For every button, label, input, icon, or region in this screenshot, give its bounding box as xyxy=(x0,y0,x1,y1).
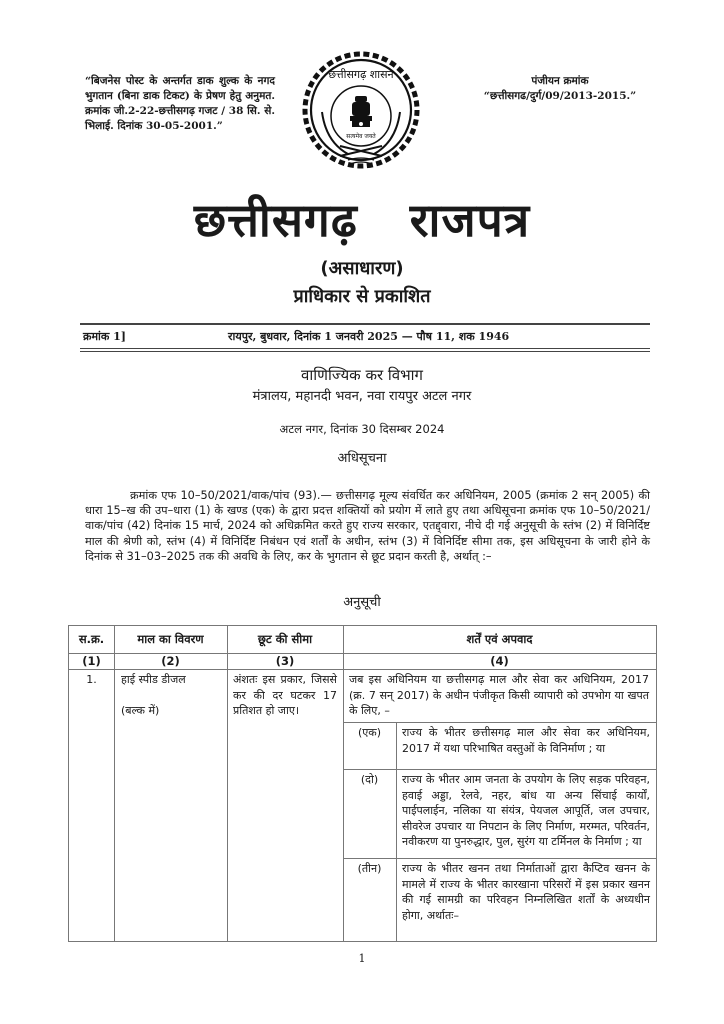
issue-date: रायपुर, बुधवार, दिनांक 1 जनवरी 2025 — पौष 11, शक 1946 xyxy=(228,330,510,343)
notification-heading: अधिसूचना xyxy=(337,451,387,466)
header-exemption: छूट की सीमा xyxy=(257,632,313,646)
row-sno: 1. xyxy=(86,673,97,686)
sub-condition-label: (दो) xyxy=(360,773,379,786)
sub-col-divider xyxy=(396,722,397,941)
sub-condition-text: राज्य के भीतर आम जनता के उपयोग के लिए सड़क परिवहन, हवाई अड्डा, रेलवे, नहर, बांध या अन्य सिंचाई कार्यों, पाईपलाईन, नलिका या संयंत्र, पेयजल आपूर्ति, जल उपचार, सीवरेज उपचार या निपटान के लिए निर्माण, मरम्मत, परिवर्तन, नवीकरण या पुनरुद्धार, पुल, सुरंग या टर्मिनल के निर्माण ; या xyxy=(402,773,650,848)
schedule-heading: अनुसूची xyxy=(343,595,381,610)
page-number: 1 xyxy=(358,952,366,965)
sub-condition-text: राज्य के भीतर खनन तथा निर्माताओं द्वारा कैप्टिव खनन के मामले में राज्य के भीतर कारखाना परिसरों में इस प्रकार खनन की गई सामग्री का परिवहन निम्नलिखित शर्तों के अध्यधीन होगा, अर्थातः– xyxy=(402,862,650,922)
col-divider xyxy=(227,626,228,941)
schedule-table xyxy=(68,625,657,942)
registration-block xyxy=(470,74,650,104)
gazette-title xyxy=(0,188,724,250)
colnum-2: (2) xyxy=(161,654,180,668)
authority-label: प्राधिकार से प्रकाशित xyxy=(293,286,431,307)
edition-label: (असाधारण) xyxy=(320,258,404,279)
gazette-title-rajpatra: राजपत्र xyxy=(409,193,531,247)
sub-condition-label: (तीन) xyxy=(357,862,382,875)
department-name: वाणिज्यिक कर विभाग xyxy=(301,366,423,384)
notification-body: क्रमांक एफ 10–50/2021/वाक/पांच (93).— छत्तीसगढ़ मूल्य संवर्धित कर अधिनियम, 2005 (क्रमांक 2 सन् 2005) की धारा 15–ख की उप–धारा (1) के खण्ड (एक) के द्वारा प्रदत्त शक्तियों को प्रयोग में लाते हुए तथा अधिसूचना क्रमांक एफ 10–50/2021/वाक/पांच (42) दिनांक 15 मार्च, 2024 को अधिक्रमित करते हुए राज्य सरकार, एतद्द्वारा, नीचे दी गई अनुसूची के स्तंभ (2) में विनिर्दिष्ट माल की श्रेणी को, स्तंभ (4) में विनिर्दिष्ट निबंधन एवं शर्तों के अधीन, स्तंभ (3) में विनिर्दिष्ट सीमा तक, इस अधिसूचना के जारी होने के दिनांक से 31–03–2025 तक की अवधि के लिए, कर के भुगतान से छूट प्रदान करती है, अर्थात् :– xyxy=(85,489,650,563)
sub-condition-label: (एक) xyxy=(357,726,382,739)
header-rule-top xyxy=(80,323,650,325)
row-goods-note: (बल्क में) xyxy=(121,704,160,717)
emblem-motto: सत्यमेव जयते xyxy=(346,133,376,140)
colnum-3: (3) xyxy=(275,654,295,668)
issue-number: क्रमांक 1] xyxy=(83,330,127,343)
sub-row-divider xyxy=(343,769,656,770)
sub-row-divider xyxy=(343,858,656,859)
chhattisgarh-emblem-icon xyxy=(300,42,422,184)
row-condition-intro: जब इस अधिनियम या छत्तीसगढ़ माल और सेवा कर अधिनियम, 2017 (क्र. 7 सन् 2017) के अधीन पंजीकृत किसी व्यापारी को उपभोग या खपत के लिए, – xyxy=(349,673,649,717)
header-sno: स.क्र. xyxy=(78,632,105,646)
gazette-title-state: छत्तीसगढ़ xyxy=(193,193,358,247)
emblem-top-text: छत्तीसगढ़ शासन xyxy=(328,68,394,81)
row-goods: हाई स्पीड डीजल xyxy=(121,673,186,686)
department-address: मंत्रालय, महानदी भवन, नवा रायपुर अटल नगर xyxy=(252,389,472,404)
postal-permission-note: “बिजनेस पोस्ट के अन्तर्गत डाक शुल्क के नगद भुगतान (बिना डाक टिकट) के प्रेषण हेतु अनुमत. क्रमांक जी.2-22-छत्तीसगढ़ गजट / 38 सि. से. भिलाई. दिनांक 30-05-2001.” xyxy=(85,75,275,132)
header-rule-bottom xyxy=(80,348,650,349)
registration-number: “छत्तीसगढ/दुर्ग/09/2013-2015.” xyxy=(483,90,637,102)
colnum-4: (4) xyxy=(490,654,509,668)
col-divider xyxy=(114,626,115,941)
header-goods: माल का विवरण xyxy=(137,632,204,646)
header-rule-bottom-double xyxy=(80,351,650,352)
notice-place-date: अटल नगर, दिनांक 30 दिसम्बर 2024 xyxy=(279,422,445,436)
row-exemption: अंशतः इस प्रकार, जिससे कर की दर घटकर 17 प्रतिशत हो जाए। xyxy=(233,673,337,717)
sub-row-divider xyxy=(343,722,656,723)
header-conditions: शर्तें एवं अपवाद xyxy=(466,632,533,646)
sub-condition-text: राज्य के भीतर छत्तीसगढ़ माल और सेवा कर अधिनियम, 2017 में यथा परिभाषित वस्तुओं के विनिर्माण ; या xyxy=(402,726,650,755)
colnum-1: (1) xyxy=(82,654,101,668)
registration-label: पंजीयन क्रमांक xyxy=(531,75,589,87)
